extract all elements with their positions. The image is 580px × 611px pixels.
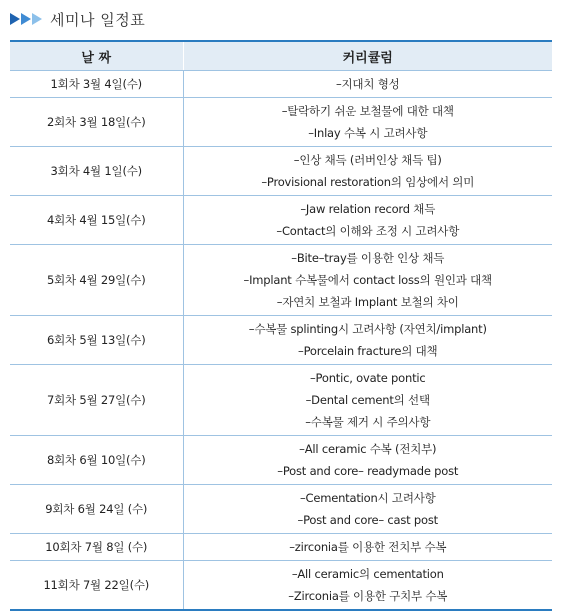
curriculum-cell bbox=[183, 245, 552, 316]
curriculum-item: –Zirconia를 이용한 구치부 수복 bbox=[288, 589, 448, 603]
schedule-heading bbox=[10, 6, 145, 32]
curriculum-item: –지대치 형성 bbox=[335, 77, 400, 91]
curriculum-item: –Post and core– readymade post bbox=[277, 464, 459, 478]
curriculum-item: –Bite–tray를 이용한 인상 채득 bbox=[291, 251, 445, 265]
session-date-cell: 11회차 7월 22일(수) bbox=[10, 561, 183, 611]
curriculum-item: –zirconia를 이용한 전치부 수복 bbox=[289, 540, 447, 554]
curriculum-cell bbox=[183, 485, 552, 534]
curriculum-item: –Porcelain fracture의 대책 bbox=[298, 344, 438, 358]
curriculum-item: –All ceramic의 cementation bbox=[291, 567, 444, 581]
curriculum-cell bbox=[183, 534, 552, 561]
curriculum-cell bbox=[183, 98, 552, 147]
table-row bbox=[10, 147, 552, 196]
curriculum-item: –Provisional restoration의 임상에서 의미 bbox=[261, 175, 475, 189]
date-column-header: 날 짜 bbox=[10, 41, 183, 71]
table-row bbox=[10, 98, 552, 147]
session-date-cell: 10회차 7월 8일 (수) bbox=[10, 534, 183, 561]
session-date-cell: 7회차 5월 27일(수) bbox=[10, 365, 183, 436]
session-date-cell: 1회차 3월 4일(수) bbox=[10, 71, 183, 98]
curriculum-item: –수복물 제거 시 주의사항 bbox=[305, 415, 431, 429]
curriculum-column-header: 커리큘럼 bbox=[183, 41, 552, 71]
curriculum-item: –Cementation시 고려사항 bbox=[299, 491, 436, 505]
curriculum-cell bbox=[183, 561, 552, 611]
table-row bbox=[10, 436, 552, 485]
session-date-cell: 9회차 6월 24일 (수) bbox=[10, 485, 183, 534]
table-header-row bbox=[10, 41, 552, 71]
curriculum-cell bbox=[183, 316, 552, 365]
table-row bbox=[10, 196, 552, 245]
curriculum-item: –All ceramic 수복 (전치부) bbox=[299, 442, 437, 456]
curriculum-item: –Jaw relation record 채득 bbox=[300, 202, 436, 216]
table-row bbox=[10, 534, 552, 561]
curriculum-item: –탈락하기 쉬운 보철물에 대한 대책 bbox=[281, 104, 454, 118]
curriculum-item: –Pontic, ovate pontic bbox=[309, 371, 426, 385]
table-row bbox=[10, 245, 552, 316]
curriculum-cell bbox=[183, 436, 552, 485]
table-row bbox=[10, 71, 552, 98]
page-title: 세미나 일정표 bbox=[50, 10, 146, 29]
curriculum-cell bbox=[183, 196, 552, 245]
curriculum-item: –Dental cement의 선택 bbox=[305, 393, 430, 407]
curriculum-item: –Implant 수복물에서 contact loss의 원인과 대책 bbox=[243, 273, 492, 287]
session-date-cell: 4회차 4월 15일(수) bbox=[10, 196, 183, 245]
curriculum-cell bbox=[183, 365, 552, 436]
table-row bbox=[10, 485, 552, 534]
curriculum-cell bbox=[183, 71, 552, 98]
session-date-cell: 5회차 4월 29일(수) bbox=[10, 245, 183, 316]
session-date-cell: 3회차 4월 1일(수) bbox=[10, 147, 183, 196]
curriculum-item: –Contact의 이해와 조정 시 고려사항 bbox=[276, 224, 460, 238]
curriculum-item: –수복물 splinting시 고려사항 (자연치/implant) bbox=[248, 322, 487, 336]
curriculum-cell bbox=[183, 147, 552, 196]
curriculum-item: –Post and core– cast post bbox=[297, 513, 438, 527]
session-date-cell: 8회차 6월 10일(수) bbox=[10, 436, 183, 485]
table-row bbox=[10, 365, 552, 436]
curriculum-item: –인상 채득 (러버인상 채득 팁) bbox=[293, 153, 442, 167]
session-date-cell: 2회차 3월 18일(수) bbox=[10, 98, 183, 147]
curriculum-item: –Inlay 수복 시 고려사항 bbox=[308, 126, 428, 140]
session-date-cell: 6회차 5월 13일(수) bbox=[10, 316, 183, 365]
seminar-schedule-table bbox=[10, 40, 552, 611]
triple-arrow-icon bbox=[10, 13, 44, 25]
table-row bbox=[10, 316, 552, 365]
curriculum-item: –자연치 보철과 Implant 보철의 차이 bbox=[276, 295, 459, 309]
table-row bbox=[10, 561, 552, 611]
